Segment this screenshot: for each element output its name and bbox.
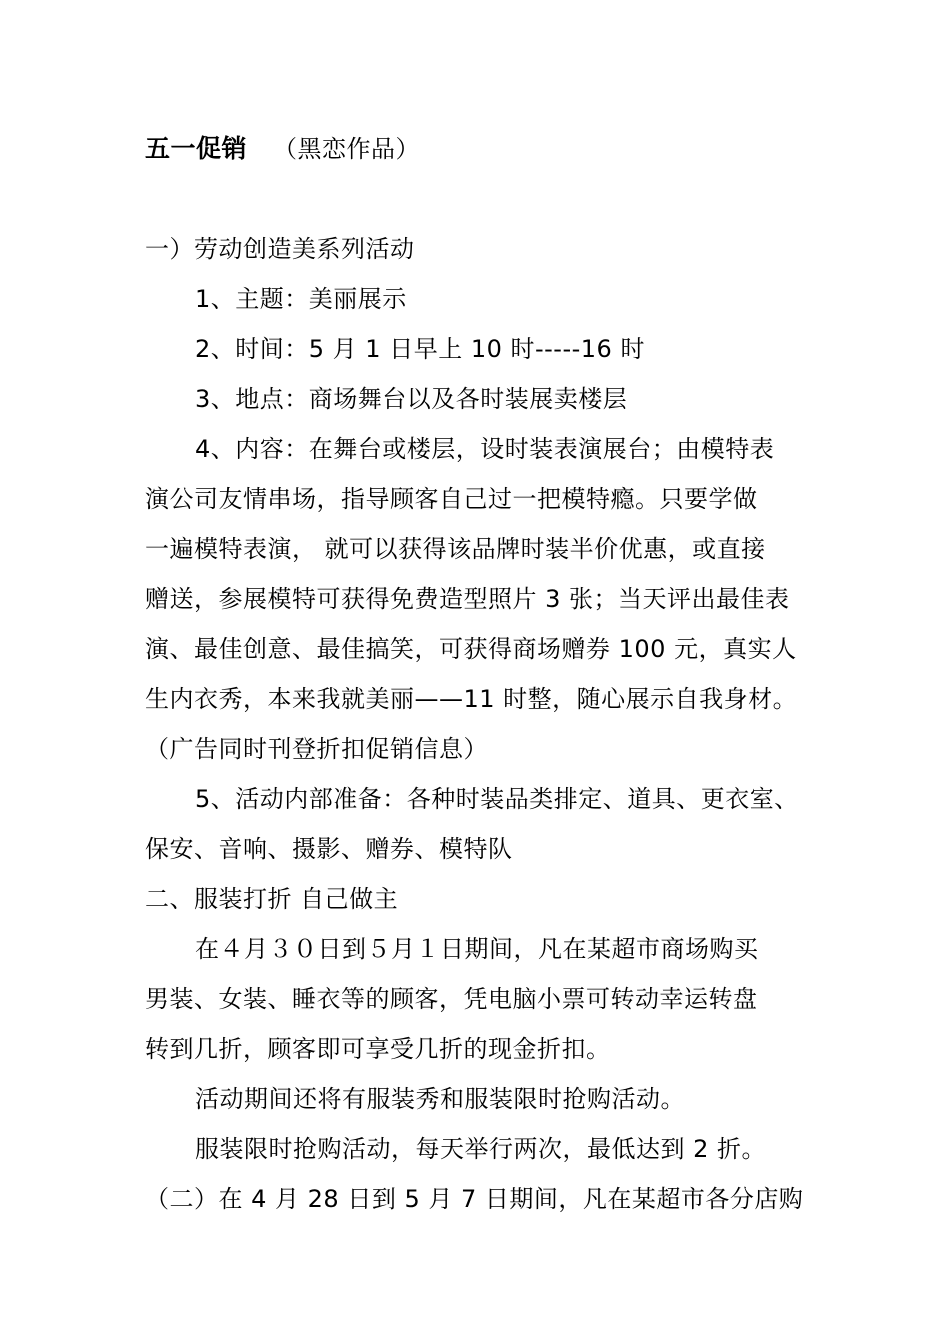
- list-item-location: 3、地点：商场舞台以及各时装展卖楼层: [195, 385, 628, 413]
- section-heading-2: 二、服装打折 自己做主: [145, 885, 399, 913]
- paragraph-line: （广告同时刊登折扣促销信息）: [145, 735, 488, 763]
- paragraph-line: 男装、女装、睡衣等的顾客，凭电脑小票可转动幸运转盘: [145, 985, 758, 1013]
- list-item-time: 2、时间：5 月 1 日早上 10 时-----16 时: [195, 335, 645, 363]
- document-title: [145, 134, 420, 164]
- paragraph-line: 赠送，参展模特可获得免费造型照片 3 张；当天评出最佳表: [145, 585, 790, 613]
- title-main: 五一促销: [145, 134, 248, 163]
- paragraph-line: 保安、音响、摄影、赠券、模特队: [145, 835, 513, 863]
- paragraph-line: 生内衣秀，本来我就美丽——11 时整，随心展示自我身材。: [145, 685, 798, 713]
- list-item-theme: 1、主题：美丽展示: [195, 285, 407, 313]
- paragraph-line: 活动期间还将有服装秀和服装限时抢购活动。: [195, 1085, 685, 1113]
- paragraph-line: 演公司友情串场，指导顾客自己过一把模特瘾。只要学做: [145, 485, 758, 513]
- paragraph-line: （二）在 4 月 28 日到 5 月 7 日期间，凡在某超市各分店购: [145, 1185, 804, 1213]
- paragraph-line: 转到几折，顾客即可享受几折的现金折扣。: [145, 1035, 611, 1063]
- list-item-preparation: 5、活动内部准备：各种时装品类排定、道具、更衣室、: [195, 785, 799, 813]
- list-item-content: 4、内容：在舞台或楼层，设时装表演展台；由模特表: [195, 435, 775, 463]
- title-sub: （黑恋作品）: [273, 135, 421, 163]
- paragraph-line: 演、最佳创意、最佳搞笑，可获得商场赠券 100 元，真实人: [145, 635, 797, 663]
- paragraph-line: 在４月３０日到５月１日期间，凡在某超市商场购买: [195, 935, 759, 963]
- section-heading-1: 一）劳动创造美系列活动: [145, 235, 415, 263]
- paragraph-line: 服装限时抢购活动，每天举行两次，最低达到 2 折。: [195, 1135, 767, 1163]
- paragraph-line: 一遍模特表演， 就可以获得该品牌时装半价优惠，或直接: [145, 535, 766, 563]
